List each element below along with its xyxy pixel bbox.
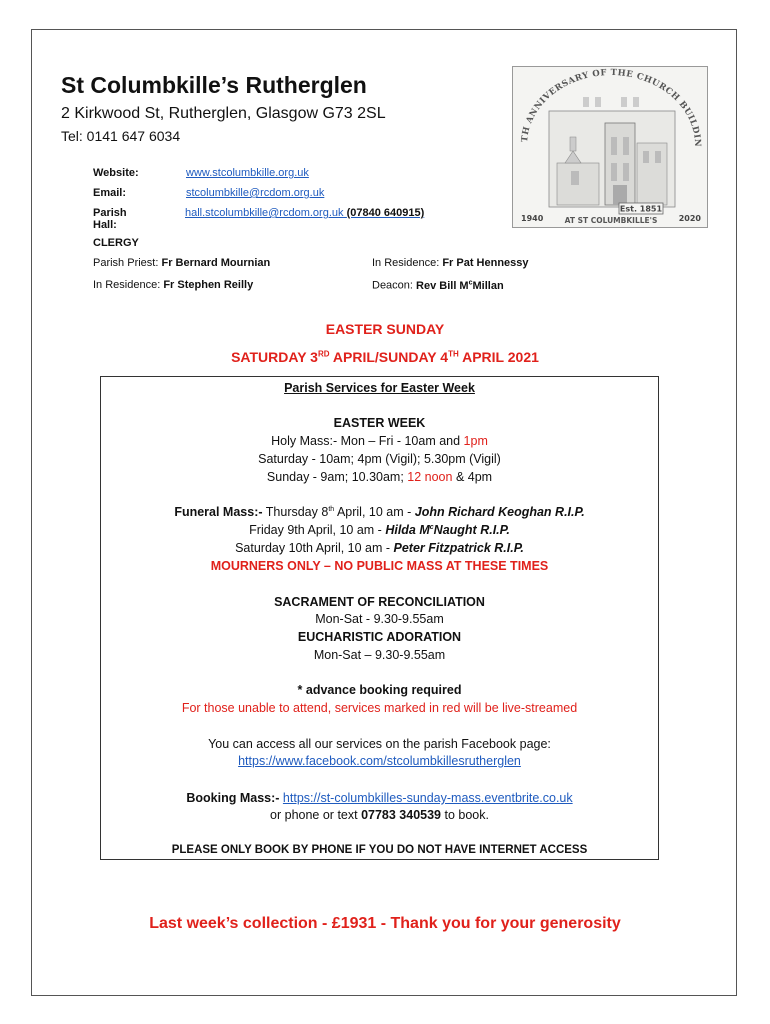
funeral3-a: Saturday 10th April, 10 am - (235, 541, 394, 555)
funeral1-sup: th (328, 505, 335, 513)
easter-week-heading: EASTER WEEK (333, 416, 426, 430)
funeral-line-3 (100, 541, 659, 555)
in-residence-1-name: Fr Pat Hennessy (442, 257, 529, 269)
phone-text-b: to book. (441, 808, 489, 822)
saturday-line: Saturday - 10am; 4pm (Vigil); 5.30pm (Vigil) (258, 452, 501, 466)
email-link[interactable]: stcolumbkille@rcdom.org.uk (186, 187, 325, 199)
funeral2-name-b: Naught R.I.P. (433, 523, 510, 537)
in-residence-2-label: In Residence: (93, 279, 164, 291)
deacon-label: Deacon: (372, 279, 417, 292)
phone-text-a: or phone or text (270, 808, 362, 822)
reconciliation-heading: SACRAMENT OF RECONCILIATION (274, 595, 485, 609)
website-label: Website: (93, 167, 139, 179)
in-residence-1-label: In Residence: (372, 257, 443, 269)
parish-address: 2 Kirkwood St, Rutherglen, Glasgow G73 2SL (61, 105, 386, 122)
logo-year-left: 1940 (521, 214, 544, 223)
date-sup-1: RD (317, 349, 330, 359)
funeral1-a: Thursday 8 (262, 505, 329, 519)
facebook-line (100, 754, 659, 768)
in-residence-1 (372, 257, 529, 269)
deacon-name-a: Rev Bill M (416, 279, 469, 292)
parish-priest (93, 257, 270, 269)
booking-label: Booking Mass:- (186, 791, 283, 805)
sunday-text-a: Sunday - 9am; 10.30am; (266, 470, 408, 484)
funeral3-name: Peter Fitzpatrick R.I.P. (393, 541, 524, 555)
adoration-times: Mon-Sat – 9.30-9.55am (313, 648, 446, 662)
funeral2-a: Friday 9th April, 10 am - (249, 523, 386, 537)
holy-mass-red: 1pm (463, 434, 488, 448)
date-part-a: SATURDAY 3 (231, 349, 318, 365)
logo-arc-text: TH ANNIVERSARY OF THE CHURCH BUILDIN (520, 67, 703, 148)
services-box-title: Parish Services for Easter Week (284, 381, 475, 395)
livestream-note: For those unable to attend, services marked in red will be live-streamed (181, 701, 578, 715)
phone-only-notice: PLEASE ONLY BOOK BY PHONE IF YOU DO NOT HAVE INTERNET ACCESS (171, 844, 588, 856)
collection-footer: Last week’s collection - £1931 - Thank you for your generosity (149, 915, 621, 932)
easter-sunday-heading: EASTER SUNDAY (325, 321, 445, 337)
booking-note: * advance booking required (297, 683, 462, 697)
hall-email-link[interactable]: hall.stcolumbkille@rcdom.org.uk (185, 207, 344, 219)
funeral2-name-a: Hilda M (385, 523, 430, 537)
funeral1-name: John Richard Keoghan R.I.P. (414, 505, 585, 519)
holy-mass-text: Holy Mass:- Mon – Fri - 10am and (271, 434, 464, 448)
in-residence-2 (93, 279, 253, 291)
funeral-line-1 (100, 505, 659, 519)
funeral-label: Funeral Mass:- (174, 505, 263, 519)
funeral2-sup: c (429, 523, 434, 531)
eventbrite-link[interactable]: https://st-columbkilles-sunday-mass.eventbrite.co.uk (282, 791, 573, 805)
hall-label: Parish Hall: (93, 207, 127, 231)
hall-email-row (185, 207, 424, 219)
funeral1-b: April, 10 am - (334, 505, 415, 519)
sunday-red: 12 noon (407, 470, 453, 484)
logo-est-text: Est. 1851 (619, 204, 663, 214)
website-link[interactable]: www.stcolumbkille.org.uk (186, 167, 309, 179)
logo-year-right: 2020 (678, 214, 701, 223)
funeral-line-2 (100, 523, 659, 537)
adoration-heading: EUCHARISTIC ADORATION (297, 630, 462, 644)
logo-bottom-text: AT ST COLUMBKILLE'S (564, 216, 658, 225)
in-residence-2-name: Fr Stephen Reilly (163, 279, 254, 291)
sunday-line (100, 470, 659, 484)
mourners-notice: MOURNERS ONLY – NO PUBLIC MASS AT THESE TIMES (210, 559, 549, 573)
parish-priest-name: Fr Bernard Mournian (161, 257, 271, 269)
holy-mass-line (100, 434, 659, 448)
church-illustration (513, 67, 709, 229)
phone-number: 07783 340539 (361, 808, 442, 822)
email-label: Email: (93, 187, 127, 199)
phone-line (100, 808, 659, 822)
deacon-name-b: Millan (472, 279, 504, 292)
facebook-text: You can access all our services on the parish Facebook page: (208, 737, 551, 751)
date-part-c: APRIL 2021 (458, 349, 539, 365)
deacon (372, 279, 504, 292)
sunday-text-b: & 4pm (452, 470, 493, 484)
clergy-heading: CLERGY (93, 237, 139, 249)
parish-telephone: Tel: 0141 647 6034 (61, 128, 181, 144)
anniversary-logo (512, 66, 708, 228)
deacon-sup: c (468, 279, 473, 286)
parish-title: St Columbkille’s Rutherglen (61, 72, 367, 98)
easter-date-heading (0, 349, 770, 365)
hall-phone: (07840 640915) (346, 207, 425, 219)
date-part-b: APRIL/SUNDAY 4 (329, 349, 449, 365)
reconciliation-times: Mon-Sat - 9.30-9.55am (315, 612, 444, 626)
booking-mass-line (100, 791, 659, 805)
facebook-link[interactable]: https://www.facebook.com/stcolumbkillesrutherglen (238, 754, 521, 768)
date-sup-2: TH (448, 349, 459, 359)
parish-priest-label: Parish Priest: (93, 257, 162, 269)
